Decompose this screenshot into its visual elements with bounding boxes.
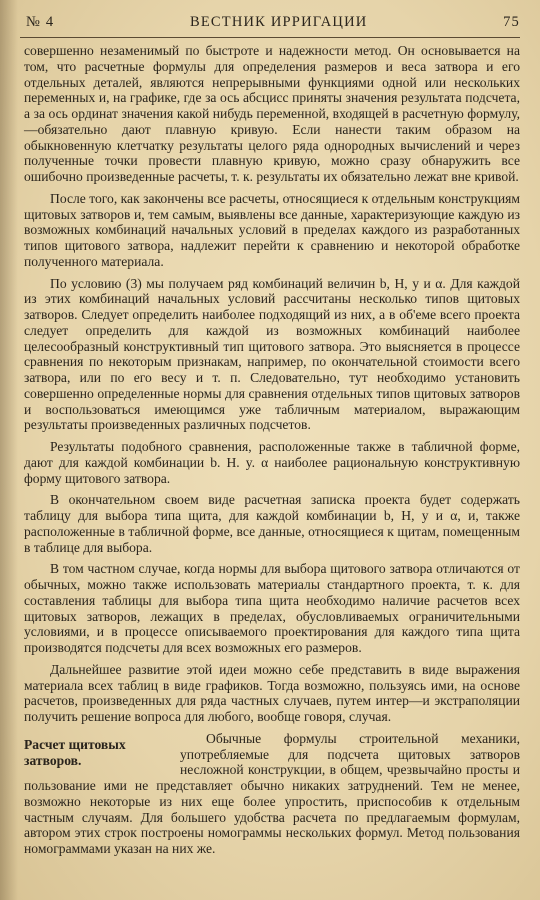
header-rule [20, 37, 520, 38]
issue-number: № 4 [26, 13, 55, 30]
paragraph: По условию (3) мы получаем ряд комбинаций величин b, H, y и α. Для каждой из этих комбинаций начальных условий рассчитаны несколько типов щитовых затворов. Следует определить наиболее подходящий из них, а в об'еме всего проекта следует определить для каждой из возможных комбинаций наиболее целесообразный конструктивный тип щитового затвора. Это выясняется в процессе сравнения по некоторым признакам, например, по окончательной стоимости всего затвора, или по его весу и т. п. Следовательно, тут необходимо установить совершенно определенные нормы для сравнения отдельных типов щитовых затворов и воспользоваться имеющимся уже табличным материалом, выражающим результаты произведенных различных подсчетов. [24, 275, 520, 433]
binding-shadow [0, 0, 18, 900]
section-paragraph: Обычные формулы строительной механики, употребляемые для подсчета щитовых затворов несложной конструкции, в общем, чрезвычайно просты и пользование ими не представляет обычно никаких затруднений. Тем не менее, возможно некоторые из них еще более упростить, приспособив к отдельным частным случаям. Для большего удобства расчета по предлагаемым формулам, автором этих строк построены номограммы нескольких формул. Метод пользования номограммами указан на них же. [24, 730, 520, 856]
paragraph: Результаты подобного сравнения, расположенные также в табличной форме, дают для каждой комбинации b. H. y. α наиболее рациональную конструктивную форму щитового затвора. [24, 439, 520, 486]
article-body [24, 43, 520, 857]
journal-title: ВЕСТНИК ИРРИГАЦИИ [189, 13, 368, 30]
paragraph: Дальнейшее развитие этой идеи можно себе представить в виде выражения материала всех таблиц в виде графиков. Тогда возможно, пользуясь ими, на основе расчетов, произведенных для ряда частных случаев, путем интер—и экстраполяции получить решение вопроса для любого, вообще говоря, случая. [24, 661, 520, 724]
paragraph: В окончательном своем виде расчетная записка проекта будет содержать таблицу для выбора типа щита, для каждой комбинации b, H, y и α, и, также расположенные в табличной форме, все данные, относящиеся к щитам, помещенным в таблице для выбора. [24, 492, 520, 555]
paragraph: совершенно незаменимый по быстроте и надежности метод. Он основывается на том, что расчетные формулы для определения размеров и веса затвора и его отдельных деталей, являются непрерывными функциями одной или нескольких переменных и, на графике, где за ось абсцисс приняты значения результата подсчета, а за ось ординат значения какой нибудь переменной, входящей в расчетную формулу,—обязательно дают плавную кривую. Если нанести таким образом на обыкновенную клетчатку результаты целого ряда однородных вычислений и через полученные точки провести плавную кривую, можно сразу обнаружить все ошибочно произведенные расчеты, т. к. результаты их обязательно лежат вне кривой. [24, 43, 520, 184]
paragraph: В том частном случае, когда нормы для выбора щитового затвора отличаются от обычных, можно также использовать материалы стандартного проекта, т. к. для составления таблицы для выбора типа щита необходимо наличие расчетов всех щитовых затворов, лежащих в пределах, обусловливаемых ограничительными условиями, и в процессе описываемого проектирования для каждого типа щита производятся подсчеты для всех возможных его размеров. [24, 561, 520, 655]
running-header [26, 10, 520, 34]
page-number: 75 [503, 13, 520, 30]
section-calc-gates [24, 731, 520, 857]
section-heading: Расчет щитовых затворов. [24, 736, 126, 768]
paragraph: После того, как закончены все расчеты, относящиеся к отдельным конструкциям щитовых затворов и, тем самым, выявлены все данные, характеризующие каждую из возможных комбинаций начальных условий в пределах каждого из разработанных типов щитового затвора, надлежит перейти к сравнению и некоторой обработке полученного материала. [24, 190, 520, 269]
